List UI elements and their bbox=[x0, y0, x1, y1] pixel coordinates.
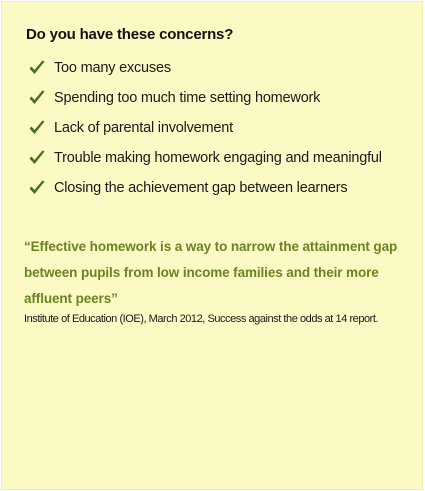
concerns-list bbox=[28, 53, 382, 203]
concern-item bbox=[28, 173, 382, 203]
concern-item bbox=[28, 53, 382, 83]
concern-text: Closing the achievement gap between learners bbox=[54, 180, 348, 196]
concern-item bbox=[28, 143, 382, 173]
concern-item bbox=[28, 83, 382, 113]
concern-text: Spending too much time setting homework bbox=[54, 90, 321, 106]
concerns-panel bbox=[1, 1, 423, 490]
concerns-heading: Do you have these concerns? bbox=[26, 26, 234, 43]
concern-text: Too many excuses bbox=[54, 60, 171, 76]
quote-text: “Effective homework is a way to narrow the attainment gap between pupils from low income families and their more affluent peers” bbox=[24, 239, 398, 306]
concern-text: Lack of parental involvement bbox=[54, 120, 233, 136]
check-icon bbox=[28, 59, 46, 77]
check-icon bbox=[28, 119, 46, 137]
quote-citation: Institute of Education (IOE), March 2012, Success against the odds at 14 report. bbox=[24, 313, 379, 325]
concern-text: Trouble making homework engaging and meaningful bbox=[54, 150, 382, 166]
check-icon bbox=[28, 89, 46, 107]
check-icon bbox=[28, 149, 46, 167]
concern-item bbox=[28, 113, 382, 143]
check-icon bbox=[28, 179, 46, 197]
